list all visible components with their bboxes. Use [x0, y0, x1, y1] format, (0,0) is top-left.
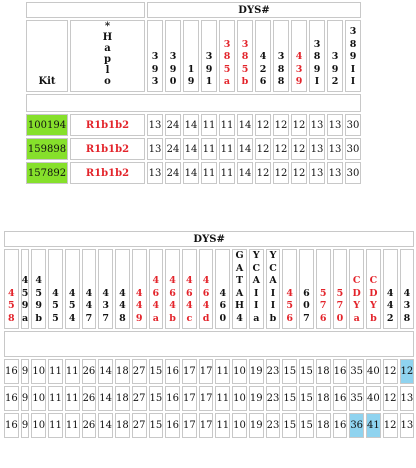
marker-value: 15	[282, 413, 297, 438]
column-header-385b: 3 8 5 b	[237, 20, 253, 92]
column-header-gatah4: G A T A H 4	[232, 249, 247, 329]
column-header-447: 4 4 7	[82, 249, 97, 329]
marker-value: 40	[366, 359, 381, 384]
marker-value: 10	[232, 359, 247, 384]
marker-value: 13	[400, 386, 415, 411]
marker-value: 13	[147, 114, 163, 136]
group-header-row-2	[4, 231, 414, 247]
marker-value: 10	[31, 359, 46, 384]
marker-value: 12	[383, 386, 398, 411]
marker-value: 13	[327, 114, 343, 136]
marker-value: 13	[400, 413, 415, 438]
marker-value: 14	[183, 138, 199, 160]
marker-value: 17	[182, 386, 197, 411]
column-header-607: 6 0 7	[299, 249, 314, 329]
marker-value: 26	[82, 386, 97, 411]
marker-value: 11	[65, 413, 80, 438]
table-row	[26, 138, 361, 160]
marker-value: 11	[48, 359, 63, 384]
marker-value: 11	[48, 413, 63, 438]
marker-value: 10	[232, 413, 247, 438]
column-header-ycaiia: Y C A I I a	[249, 249, 264, 329]
marker-value: 12	[291, 162, 307, 184]
table-row	[4, 413, 414, 438]
marker-value: 12	[255, 162, 271, 184]
marker-value: 30	[345, 162, 361, 184]
marker-value: 11	[48, 386, 63, 411]
dys-table-1	[24, 0, 363, 186]
column-header-391: 3 9 1	[201, 20, 217, 92]
marker-value: 15	[149, 413, 164, 438]
marker-value: 15	[149, 359, 164, 384]
marker-value: 24	[165, 138, 181, 160]
column-header-19: 1 9	[183, 20, 199, 92]
marker-value: 11	[219, 114, 235, 136]
marker-value: 13	[309, 114, 325, 136]
marker-value: 26	[82, 413, 97, 438]
haplo-column-header: * H a p l o	[70, 20, 145, 92]
kit-number: 159898	[26, 138, 68, 160]
marker-value: 13	[309, 162, 325, 184]
marker-value: 12	[273, 162, 289, 184]
marker-value: 23	[266, 386, 281, 411]
marker-value: 11	[65, 359, 80, 384]
marker-value: 13	[327, 162, 343, 184]
marker-value: 12	[383, 359, 398, 384]
marker-value: 15	[149, 386, 164, 411]
marker-value: 11	[201, 138, 217, 160]
marker-value: 35	[349, 359, 364, 384]
column-header-426: 4 2 6	[255, 20, 271, 92]
dys-group-label-2: DYS#	[4, 231, 414, 247]
kit-number: 157892	[26, 162, 68, 184]
column-header-459b: 4 5 9 b	[31, 249, 46, 329]
marker-value: 41	[366, 413, 381, 438]
marker-value: 15	[299, 359, 314, 384]
marker-value: 36	[349, 413, 364, 438]
column-header-570: 5 7 0	[333, 249, 348, 329]
column-header-454: 4 5 4	[65, 249, 80, 329]
marker-value: 17	[199, 359, 214, 384]
column-header-464b: 4 6 4 b	[165, 249, 180, 329]
column-header-460: 4 6 0	[215, 249, 230, 329]
marker-value: 18	[115, 413, 130, 438]
marker-value: 14	[183, 114, 199, 136]
dys-group-label: DYS#	[147, 2, 361, 18]
column-header-449: 4 4 9	[132, 249, 147, 329]
marker-value: 13	[327, 138, 343, 160]
marker-value: 18	[115, 359, 130, 384]
column-header-row-2	[4, 249, 414, 329]
marker-value: 18	[316, 413, 331, 438]
column-header-385a: 3 8 5 a	[219, 20, 235, 92]
marker-value: 15	[282, 359, 297, 384]
dys-table-2	[2, 229, 416, 440]
marker-value: 12	[273, 114, 289, 136]
marker-value: 12	[255, 138, 271, 160]
column-header-459a: 4 5 9 a	[21, 249, 30, 329]
marker-value: 16	[333, 413, 348, 438]
haplogroup: R1b1b2	[70, 114, 145, 136]
marker-value: 15	[299, 386, 314, 411]
spacer-row-2	[4, 331, 414, 357]
marker-value: 14	[98, 386, 113, 411]
column-header-448: 4 4 8	[115, 249, 130, 329]
marker-value: 12	[273, 138, 289, 160]
marker-value: 18	[316, 386, 331, 411]
marker-value: 14	[98, 413, 113, 438]
column-header-cdyb: C D Y b	[366, 249, 381, 329]
column-header-437: 4 3 7	[98, 249, 113, 329]
column-header-464d: 4 6 4 d	[199, 249, 214, 329]
marker-value: 24	[165, 114, 181, 136]
column-header-cdya: C D Y a	[349, 249, 364, 329]
marker-value: 11	[215, 359, 230, 384]
column-header-389ii: 3 8 9 I I	[345, 20, 361, 92]
marker-value: 12	[291, 114, 307, 136]
column-header-464c: 4 6 4 c	[182, 249, 197, 329]
marker-value: 9	[21, 359, 30, 384]
marker-value: 16	[333, 386, 348, 411]
column-header-442: 4 4 2	[383, 249, 398, 329]
marker-value: 9	[21, 413, 30, 438]
column-header-464a: 4 6 4 a	[149, 249, 164, 329]
column-header-458: 4 5 8	[4, 249, 19, 329]
table-row	[4, 359, 414, 384]
marker-value: 30	[345, 114, 361, 136]
marker-value: 11	[201, 162, 217, 184]
marker-value: 24	[165, 162, 181, 184]
marker-value: 18	[115, 386, 130, 411]
marker-value: 13	[147, 162, 163, 184]
column-header-439: 4 3 9	[291, 20, 307, 92]
marker-value: 12	[291, 138, 307, 160]
marker-value: 19	[249, 413, 264, 438]
column-header-392: 3 9 2	[327, 20, 343, 92]
marker-value: 11	[201, 114, 217, 136]
marker-value: 14	[237, 114, 253, 136]
marker-value: 13	[147, 138, 163, 160]
marker-value: 11	[65, 386, 80, 411]
column-header-row	[26, 20, 361, 92]
table-row	[26, 114, 361, 136]
column-header-388: 3 8 8	[273, 20, 289, 92]
marker-value: 17	[199, 413, 214, 438]
spacer-row	[26, 94, 361, 112]
column-header-576: 5 7 6	[316, 249, 331, 329]
marker-value: 17	[182, 413, 197, 438]
column-header-455: 4 5 5	[48, 249, 63, 329]
marker-value: 9	[21, 386, 30, 411]
column-header-ycaiib: Y C A I I b	[266, 249, 281, 329]
column-header-456: 4 5 6	[282, 249, 297, 329]
marker-value: 27	[132, 386, 147, 411]
marker-value: 11	[215, 386, 230, 411]
marker-value: 10	[31, 413, 46, 438]
column-header-438: 4 3 8	[400, 249, 415, 329]
marker-value: 10	[232, 386, 247, 411]
marker-value: 40	[366, 386, 381, 411]
marker-value: 11	[215, 413, 230, 438]
marker-value: 27	[132, 359, 147, 384]
marker-value: 12	[255, 114, 271, 136]
marker-value: 18	[316, 359, 331, 384]
table-row	[26, 162, 361, 184]
marker-value: 12	[400, 359, 415, 384]
marker-value: 17	[199, 386, 214, 411]
kit-column-header: Kit	[26, 20, 68, 92]
marker-value: 10	[31, 386, 46, 411]
kit-number: 100194	[26, 114, 68, 136]
table-row	[4, 386, 414, 411]
marker-value: 16	[333, 359, 348, 384]
marker-value: 16	[4, 413, 19, 438]
marker-value: 15	[299, 413, 314, 438]
marker-value: 14	[237, 162, 253, 184]
marker-value: 30	[345, 138, 361, 160]
column-header-390: 3 9 0	[165, 20, 181, 92]
marker-value: 16	[4, 359, 19, 384]
marker-value: 26	[82, 359, 97, 384]
marker-value: 14	[237, 138, 253, 160]
haplogroup: R1b1b2	[70, 162, 145, 184]
marker-value: 15	[282, 386, 297, 411]
marker-value: 16	[165, 359, 180, 384]
column-header-389i: 3 8 9 I	[309, 20, 325, 92]
marker-value: 14	[98, 359, 113, 384]
blank-corner-cell	[26, 2, 145, 18]
marker-value: 19	[249, 386, 264, 411]
marker-value: 16	[4, 386, 19, 411]
marker-value: 35	[349, 386, 364, 411]
marker-value: 12	[383, 413, 398, 438]
marker-value: 13	[309, 138, 325, 160]
marker-value: 23	[266, 413, 281, 438]
marker-value: 19	[249, 359, 264, 384]
marker-value: 16	[165, 386, 180, 411]
marker-value: 27	[132, 413, 147, 438]
marker-value: 17	[182, 359, 197, 384]
column-header-393: 3 9 3	[147, 20, 163, 92]
group-header-row	[26, 2, 361, 18]
marker-value: 23	[266, 359, 281, 384]
marker-value: 14	[183, 162, 199, 184]
marker-value: 11	[219, 138, 235, 160]
haplogroup: R1b1b2	[70, 138, 145, 160]
marker-value: 16	[165, 413, 180, 438]
marker-value: 11	[219, 162, 235, 184]
